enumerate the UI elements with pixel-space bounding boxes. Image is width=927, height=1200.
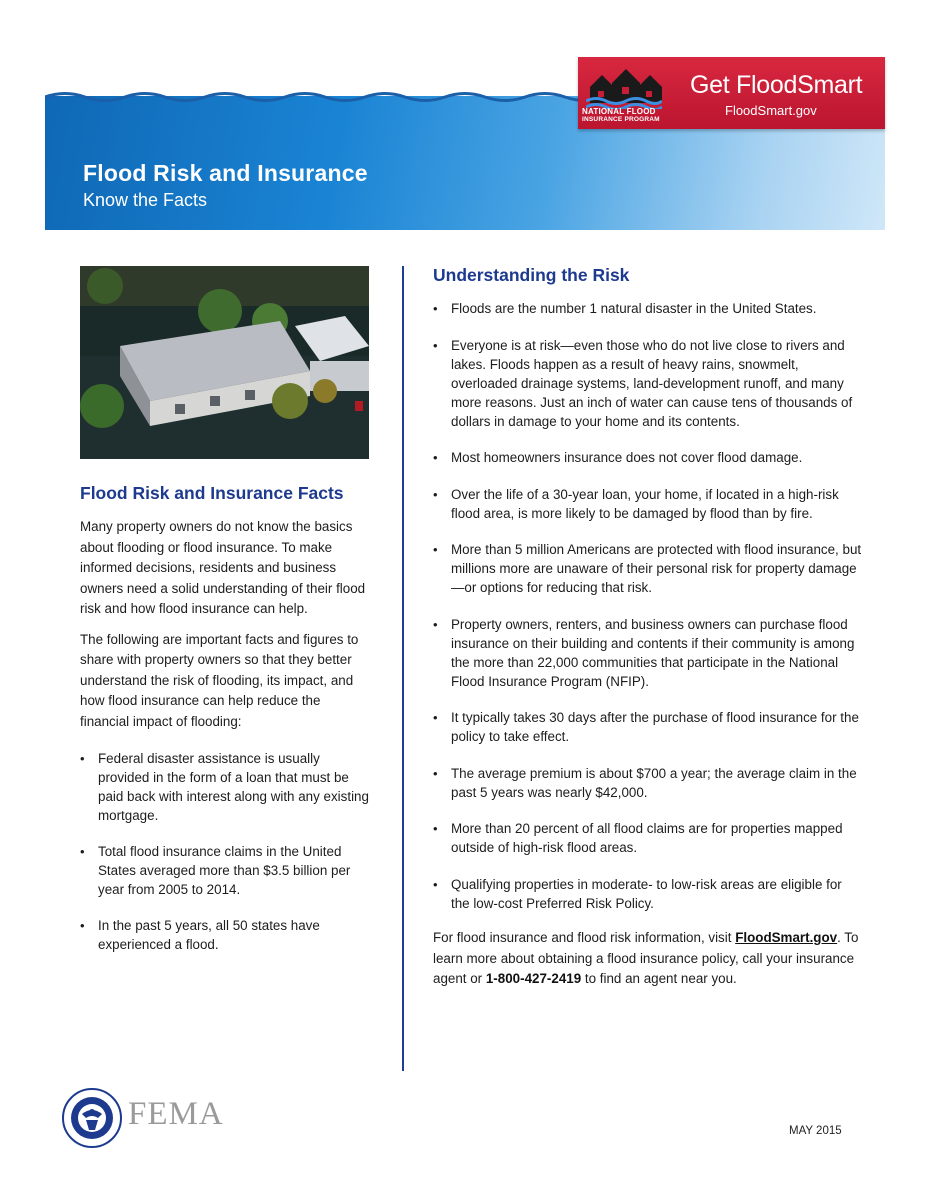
floodsmart-badge	[578, 57, 885, 129]
fema-logo-text: FEMA	[128, 1096, 224, 1132]
program-name-line1: NATIONAL FLOOD	[582, 107, 656, 116]
list-item-text: More than 5 million Americans are protected with flood insurance, but millions more are unaware of their personal risk for property damage—or options for reducing that risk.	[451, 542, 862, 595]
bullet-icon: •	[433, 710, 438, 725]
list-item-text: In the past 5 years, all 50 states have experienced a flood.	[98, 918, 320, 952]
left-heading: Flood Risk and Insurance Facts	[80, 483, 344, 503]
facts-intro-paragraph: The following are important facts and figures to share with property owners so that they better understand the risk of flooding, its impact, and how flood insurance can help reduce the financial impact of flooding:	[80, 631, 359, 729]
contact-text: . To learn more about obtaining a flood insurance policy, call your insurance agent or	[433, 930, 859, 986]
list-item-text: Federal disaster assistance is usually provided in the form of a loan that must be paid back with interest along with any existing mortgage.	[98, 751, 369, 823]
list-item-text: The average premium is about $700 a year; the average claim in the past 5 years was nearly $42,000.	[451, 765, 857, 800]
list-item-text: It typically takes 30 days after the purchase of flood insurance for the policy to take effect.	[451, 710, 859, 744]
list-item	[433, 875, 863, 913]
list-item-text: Total flood insurance claims in the United States averaged more than $3.5 billion per year from 2005 to 2014.	[98, 844, 351, 897]
contact-text: to find an agent near you.	[581, 971, 737, 986]
floodsmart-link[interactable]: FloodSmart.gov	[735, 930, 838, 945]
wave-line	[45, 86, 605, 108]
list-item	[433, 708, 863, 746]
list-item-text: Over the life of a 30-year loan, your home, if located in a high-risk flood area, is more likely to be damaged by flood than by fire.	[451, 486, 839, 521]
list-item-text: Property owners, renters, and business owners can purchase flood insurance on their building and contents if their community is among the more than 22,000 communities that participate in the National Flood Insurance Program (NFIP).	[451, 616, 855, 689]
bullet-icon: •	[433, 301, 438, 316]
list-item	[80, 842, 370, 899]
list-item	[433, 299, 863, 318]
left-column	[80, 483, 370, 971]
intro-paragraph: Many property owners do not know the basics about flooding or flood insurance. To make informed decisions, residents and business owners need a solid understanding of their flood risk and how flood insurance can help.	[80, 519, 366, 616]
list-item	[433, 615, 863, 691]
list-item-text: Floods are the number 1 natural disaster in the United States.	[451, 301, 817, 316]
right-column	[433, 265, 863, 990]
list-item-text: More than 20 percent of all flood claims are for properties mapped outside of high-risk flood areas.	[451, 821, 843, 855]
bullet-icon: •	[433, 450, 438, 465]
bullet-icon: •	[433, 821, 438, 836]
flooded-house-photo	[80, 266, 369, 459]
list-item-text: Most homeowners insurance does not cover flood damage.	[451, 450, 803, 465]
dhs-seal-icon	[62, 1088, 122, 1148]
right-heading: Understanding the Risk	[433, 265, 630, 285]
phone-number[interactable]: 1-800-427-2419	[485, 971, 582, 986]
bullet-icon: •	[433, 765, 438, 781]
bullet-icon: •	[433, 876, 438, 892]
right-bullet-list	[433, 299, 863, 913]
bullet-icon: •	[80, 844, 85, 859]
badge-title: Get FloodSmart	[690, 71, 863, 99]
program-name-line2: INSURANCE PROGRAM	[582, 116, 660, 123]
list-item	[433, 336, 863, 431]
list-item	[80, 749, 370, 825]
badge-url[interactable]: FloodSmart.gov	[725, 103, 817, 118]
houses-icon	[586, 63, 662, 109]
list-item	[433, 540, 863, 597]
list-item-text: Qualifying properties in moderate- to low-risk areas are eligible for the low-cost Preferred Risk Policy.	[451, 876, 842, 911]
bullet-icon: •	[433, 486, 438, 502]
bullet-icon: •	[433, 542, 438, 557]
bullet-icon: •	[433, 616, 438, 632]
list-item	[433, 819, 863, 857]
list-item	[433, 764, 863, 802]
page-title: Flood Risk and Insurance	[83, 160, 368, 186]
column-divider	[402, 266, 404, 1071]
list-item	[433, 448, 863, 467]
bullet-icon: •	[433, 337, 438, 353]
list-item-text: Everyone is at risk—even those who do not live close to rivers and lakes. Floods happen as a result of heavy rains, snowmelt, overloaded drainage systems, land-development runoff, and many more reasons. Just an inch of water can cause tens of thousands of dollars in damage to your home and its contents.	[451, 337, 853, 429]
page-subtitle: Know the Facts	[83, 190, 208, 210]
contact-paragraph	[433, 928, 863, 990]
contact-text: For flood insurance and flood risk information, visit	[433, 930, 736, 945]
publication-date: MAY 2015	[789, 1125, 842, 1137]
bullet-icon: •	[80, 751, 85, 766]
list-item	[433, 485, 863, 523]
left-bullet-list	[80, 749, 370, 954]
list-item	[80, 916, 370, 954]
bullet-icon: •	[80, 918, 85, 933]
